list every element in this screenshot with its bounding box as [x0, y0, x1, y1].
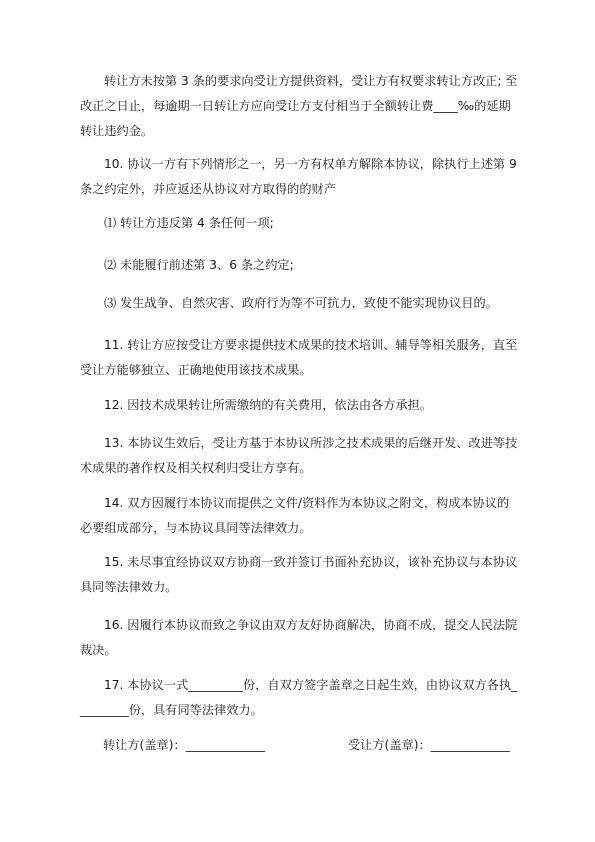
- clause-10-item-1: ⑴ 转让方违反第 4 条任何一项;: [104, 216, 274, 230]
- clause-15: 15. 未尽事宜经协议双方协商一致并签订书面补充协议，该补充协议与本协议具同等法律效力。: [80, 555, 518, 594]
- clause-14: 14. 双方因履行本协议而提供之文件/资料作为本协议之附文，构成本协议的必要组成部分，与本协议具同等法律效力。: [80, 496, 510, 535]
- transferor-signature-line: 转让方(盖章)：_____________: [103, 738, 265, 752]
- clause-12: 12. 因技术成果转让所需缴纳的有关费用，依法由各方承担。: [104, 398, 432, 412]
- clause-9-continuation: 转让方未按第 3 条的要求向受让方提供资料，受让方有权要求转让方改正; 至改正之日止，每逾期一日转让方应向受让方支付相当于全额转让费____‰的延期转让违约金。: [80, 74, 518, 138]
- clause-13: 13. 本协议生效后，受让方基于本协议所涉之技术成果的后继开发、改进等技术成果的著作权及相关权利归受让方享有。: [80, 436, 518, 475]
- clause-10-item-2: ⑵ 未能履行前述第 3、6 条之约定;: [104, 258, 294, 272]
- clause-16: 16. 因履行本协议而致之争议由双方友好协商解决，协商不成，提交人民法院裁决。: [80, 618, 518, 657]
- clause-11: 11. 转让方应按受让方要求提供技术成果的技术培训、辅导等相关服务，直至受让方能够独立、正确地使用该技术成果。: [80, 338, 518, 377]
- clause-17: 17. 本协议一式_________份，自双方签字盖章之日起生效，由协议双方各执_________份，具有同等法律效力。: [80, 678, 518, 717]
- clause-10: 10. 协议一方有下列情形之一，另一方有权单方解除本协议，除执行上述第 9 条之约定外，并应返还从协议对方取得的的财产: [80, 157, 521, 196]
- clause-10-item-3: ⑶ 发生战争、自然灾害、政府行为等不可抗力，致使不能实现协议目的。: [104, 296, 498, 310]
- transferee-signature-line: 受让方(盖章)：_____________: [348, 738, 510, 752]
